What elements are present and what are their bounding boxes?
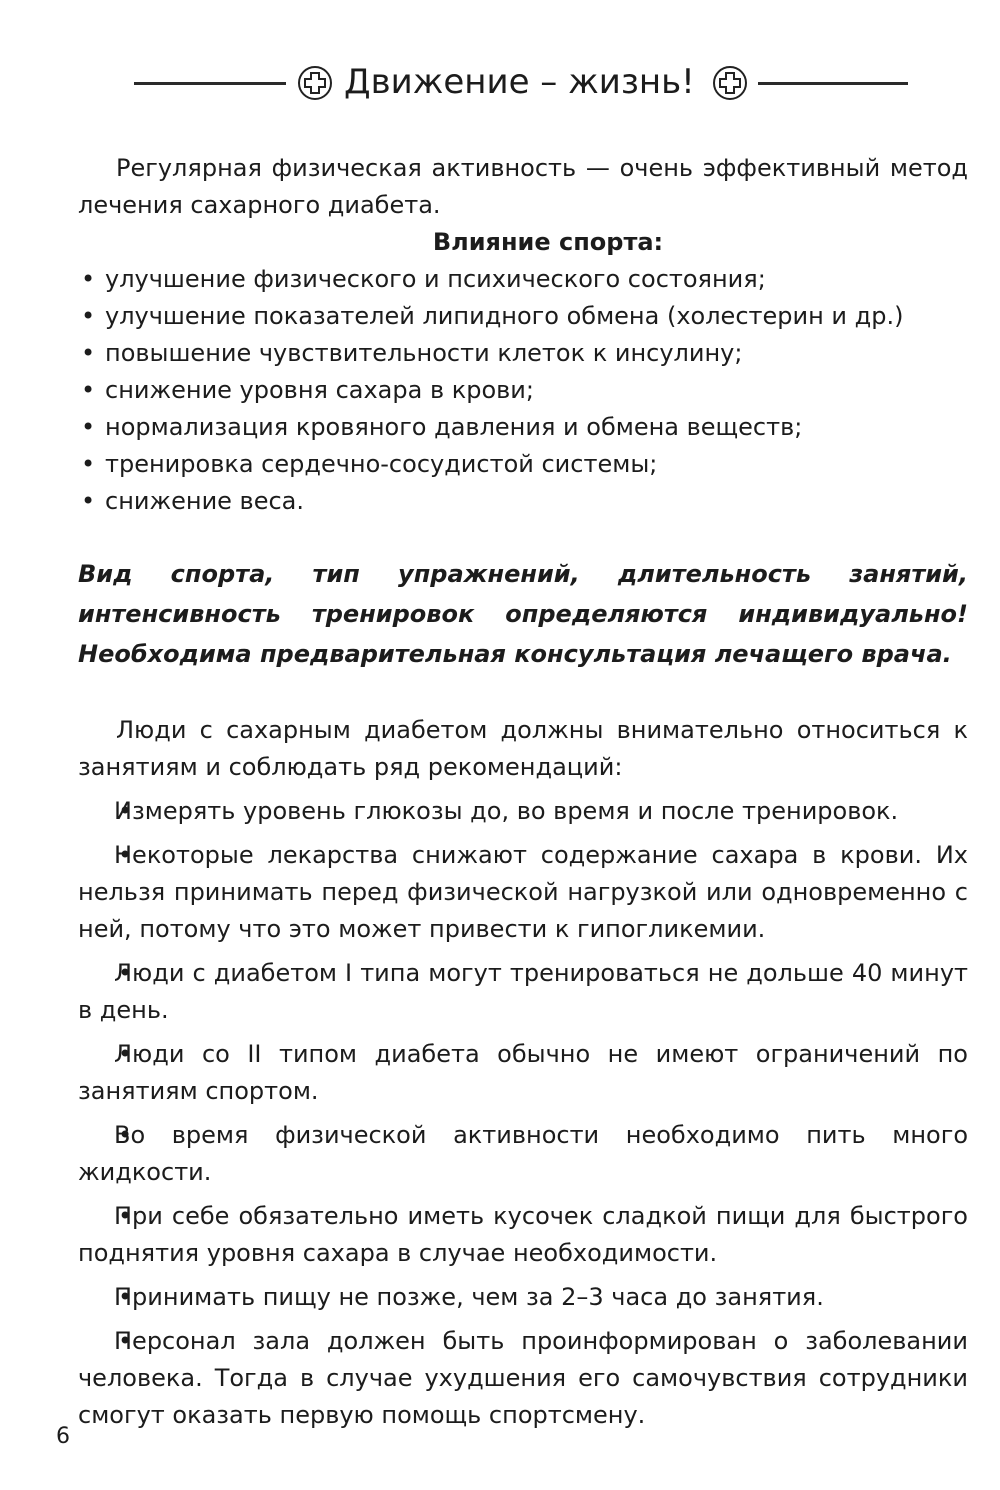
intro-paragraph: Регулярная физическая активность — очень эффективный метод лечения сахарного диабета.: [78, 154, 968, 219]
recommendations-intro: Люди с сахарным диабетом должны внимательно относиться к занятиям и соблюдать ряд рекомендаций:: [78, 716, 968, 781]
list-item: • Персонал зала должен быть проинформирован о заболевании человека. Тогда в случае ухудшения его самочувствия сотрудники смогут оказать первую помощь спортсмену.: [78, 1323, 968, 1434]
list-item: • улучшение физического и психического состояния;: [78, 261, 968, 298]
list-item: • улучшение показателей липидного обмена (холестерин и др.): [78, 298, 968, 335]
list-item: • Люди со II типом диабета обычно не имеют ограничений по занятиям спортом.: [78, 1036, 968, 1110]
list-item: • снижение веса.: [78, 483, 968, 520]
medical-cross-icon: [712, 65, 748, 101]
page-title: Движение – жизнь!: [344, 62, 695, 102]
medical-cross-icon: [297, 65, 333, 101]
header-rule-left: [134, 82, 286, 85]
list-item: • Некоторые лекарства снижают содержание сахара в крови. Их нельзя принимать перед физической нагрузкой или одновременно с ней, потому что это может привести к гипогликемии.: [78, 837, 968, 948]
list-item: • снижение уровня сахара в крови;: [78, 372, 968, 409]
page-number: 6: [56, 1424, 70, 1449]
page-content: [78, 150, 968, 1434]
header-rule-right: [758, 82, 908, 85]
list-item: • Измерять уровень глюкозы до, во время и после тренировок.: [78, 793, 968, 830]
list-item: • Во время физической активности необходимо пить много жидкости.: [78, 1117, 968, 1191]
warning-paragraph: Вид спорта, тип упражнений, длительность занятий, интенсивность тренировок определяются индивидуально! Необходима предварительная консультация лечащего врача.: [78, 560, 968, 668]
list-item: • Люди с диабетом I типа могут тренироваться не дольше 40 минут в день.: [78, 955, 968, 1029]
list-item: • Принимать пищу не позже, чем за 2–3 часа до занятия.: [78, 1279, 968, 1316]
recommendations-list: [78, 793, 968, 1434]
list-item: • тренировка сердечно-сосудистой системы;: [78, 446, 968, 483]
page-header: [0, 56, 1000, 112]
list-item: • При себе обязательно иметь кусочек сладкой пищи для быстрого поднятия уровня сахара в случае необходимости.: [78, 1198, 968, 1272]
list-item: • повышение чувствительности клеток к инсулину;: [78, 335, 968, 372]
sport-effects-heading: Влияние спорта:: [432, 228, 664, 256]
sport-effects-list: [78, 261, 968, 520]
list-item: • нормализация кровяного давления и обмена веществ;: [78, 409, 968, 446]
